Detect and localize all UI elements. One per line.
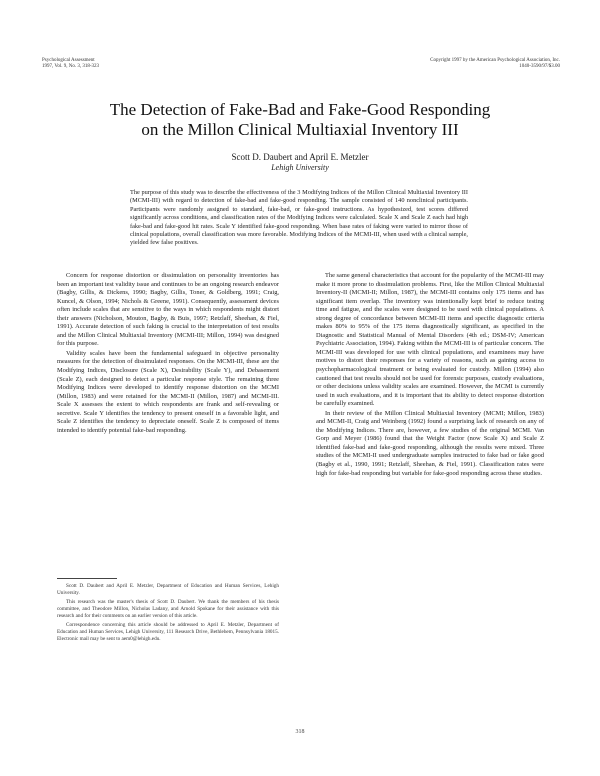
page-number: 318 xyxy=(295,729,305,735)
abstract: The purpose of this study was to describe the effectiveness of the 3 Modifying Indices of the Millon Clinical Multiaxial Inventory III (MCMI-III) with regard to detection of fake-bad and fake-good responding. The sample consisted of 140 nonclinical participants. Participants were randomly assigned to standard, fake-bad, or fake-good instructions. As hypothesized, test scores differed significantly across conditions, and classification rates of the Modifying Indices were calculated. Scale X and Scale Z each had high fake-bad and fake-good hit rates. Scale Y identified fake-good responding. When base rates of faking were varied to mirror those of clinical populations, overall classification was more favorable. Modifying Indices of the MCMI-III, when used with a clinical sample, yielded few false positives. xyxy=(130,189,468,247)
body-paragraph: The same general characteristics that account for the popularity of the MCMI-III may make it more prone to dissimulation problems. First, like the Millon Clinical Multiaxial Inventory-II (MCMI-II; Millon, 1987), the MCMI-III contains only 175 items and has significant item overlap. The inventory was intentionally kept brief to reduce testing time and fatigue, and the scales were designed to be used with clinical populations. A strong degree of concordance between MCMI-III items and specific diagnostic criteria makes 80% to 95% of the 175 items diagnostically significant, as specified in the Diagnostic and Statistical Manual of Mental Disorders (4th ed.; DSM-IV; American Psychiatric Association, 1994). Faking within the MCMI-III is of particular concern. The MCMI-III was developed for use with clinical populations, and examinees may have motives to distort their responses for a variety of reasons, such as gaining access to psychopharmacological treatment or being evaluated for custody. Millon (1994) also cautioned that test results should not be used for forensic purposes, custody evaluations, or other decisions unless validity scales are examined. However, the MCMI is currently used in such evaluations, and it is important that its ability to detect response distortion be carefully examined. xyxy=(316,272,544,408)
body-paragraph: Validity scales have been the fundamental safeguard in objective personality measures for the detection of dissimulated responses. On the MCMI-III, these are the Modifying Indices, Disclosure (Scale X), Desirability (Scale Y), and Debasement (Scale Z), each designed to detect a particular response style. The remaining three Modifying Indices were developed to identify response distortion on the MCMI (Millon, 1983) and were retained for the MCMI-II (Millon, 1987) and MCMI-III. Scale X assesses the extent to which respondents are frank and self-revealing or secretive. Scale Y identifies the tendency to present oneself in a favorable light, and Scale Z identifies the tendency to depreciate oneself. Scale Z is composed of items intended to identify potential fake-bad responding. xyxy=(57,349,279,434)
body-paragraph: In their review of the Millon Clinical Multiaxial Inventory (MCMI; Millon, 1983) and MCMI-II, Craig and Weinberg (1992) found a surprising lack of research on any of the Modifying Indices. There are, however, a few studies of the original MCMI. Van Gorp and Meyer (1986) found that the Weight Factor (now Scale X) and Scale Z identified fake-bad and fake-good responding, although the results were mixed. Three studies of the MCMI-II used undergraduate samples instructed to fake bad or fake good (Bagby et al., 1990, 1991; Retzlaff, Sheehan, & Fiel, 1991). Classification rates were high for fake-bad responding but variable for fake-good responding across these studies. xyxy=(316,409,544,477)
issn-line: 1040-3590/97/$3.00 xyxy=(519,64,560,69)
title-line-1: The Detection of Fake-Bad and Fake-Good Responding xyxy=(109,100,491,119)
journal-header-right xyxy=(360,58,560,70)
journal-volume: 1997, Vol. 9, No. 3, 318-323 xyxy=(42,64,100,69)
article-title xyxy=(60,100,540,140)
left-column xyxy=(57,272,279,436)
copyright-line: Copyright 1997 by the American Psychological Association, Inc. xyxy=(430,58,560,63)
right-column xyxy=(316,272,544,479)
footnote-paragraph: Scott D. Daubert and April E. Metzler, Department of Education and Human Services, Lehigh University. xyxy=(57,583,279,596)
footnote-paragraph: Correspondence concerning this article should be addressed to April E. Metzler, Department of Education and Human Services, Lehigh University, 111 Research Drive, Bethlehem, Pennsylvania 18015. Electronic mail may be sent to aem0@lehigh.edu. xyxy=(57,622,279,642)
footnote-divider xyxy=(57,578,117,579)
journal-name: Psychological Assessment xyxy=(42,58,95,63)
author-note xyxy=(57,583,279,645)
footnote-paragraph: This research was the master's thesis of Scott D. Daubert. We thank the members of his thesis committee, and Theodore Millon, Nicholas Ladany, and Arnold Spokane for their assistance with this research and for their comments on an earlier version of this article. xyxy=(57,599,279,619)
journal-header-left xyxy=(42,58,202,70)
affiliation: Lehigh University xyxy=(271,163,329,172)
authors: Scott D. Daubert and April E. Metzler xyxy=(231,152,369,162)
body-paragraph: Concern for response distortion or dissimulation on personality inventories has been an important test validity issue and continues to be an ongoing research endeavor (Bagby, Gillis, & Dickens, 1990; Bagby, Gillis, Toner, & Goldberg, 1991; Craig, Kuncel, & Olson, 1994; Nichols & Greene, 1991). Consequently, assessment devices often include scales that are sensitive to the ways in which respondents might distort their answers (Nicholson, Mouton, Bagby, & Buis, 1997; Retzlaff, Sheehan, & Fiel, 1991). Accurate detection of such faking is crucial to the interpretation of test results and the Millon Clinical Multiaxial Inventory (MCMI-III; Millon, 1994) was designed for this purpose. xyxy=(57,272,279,348)
title-line-2: on the Millon Clinical Multiaxial Inventory III xyxy=(141,120,459,139)
